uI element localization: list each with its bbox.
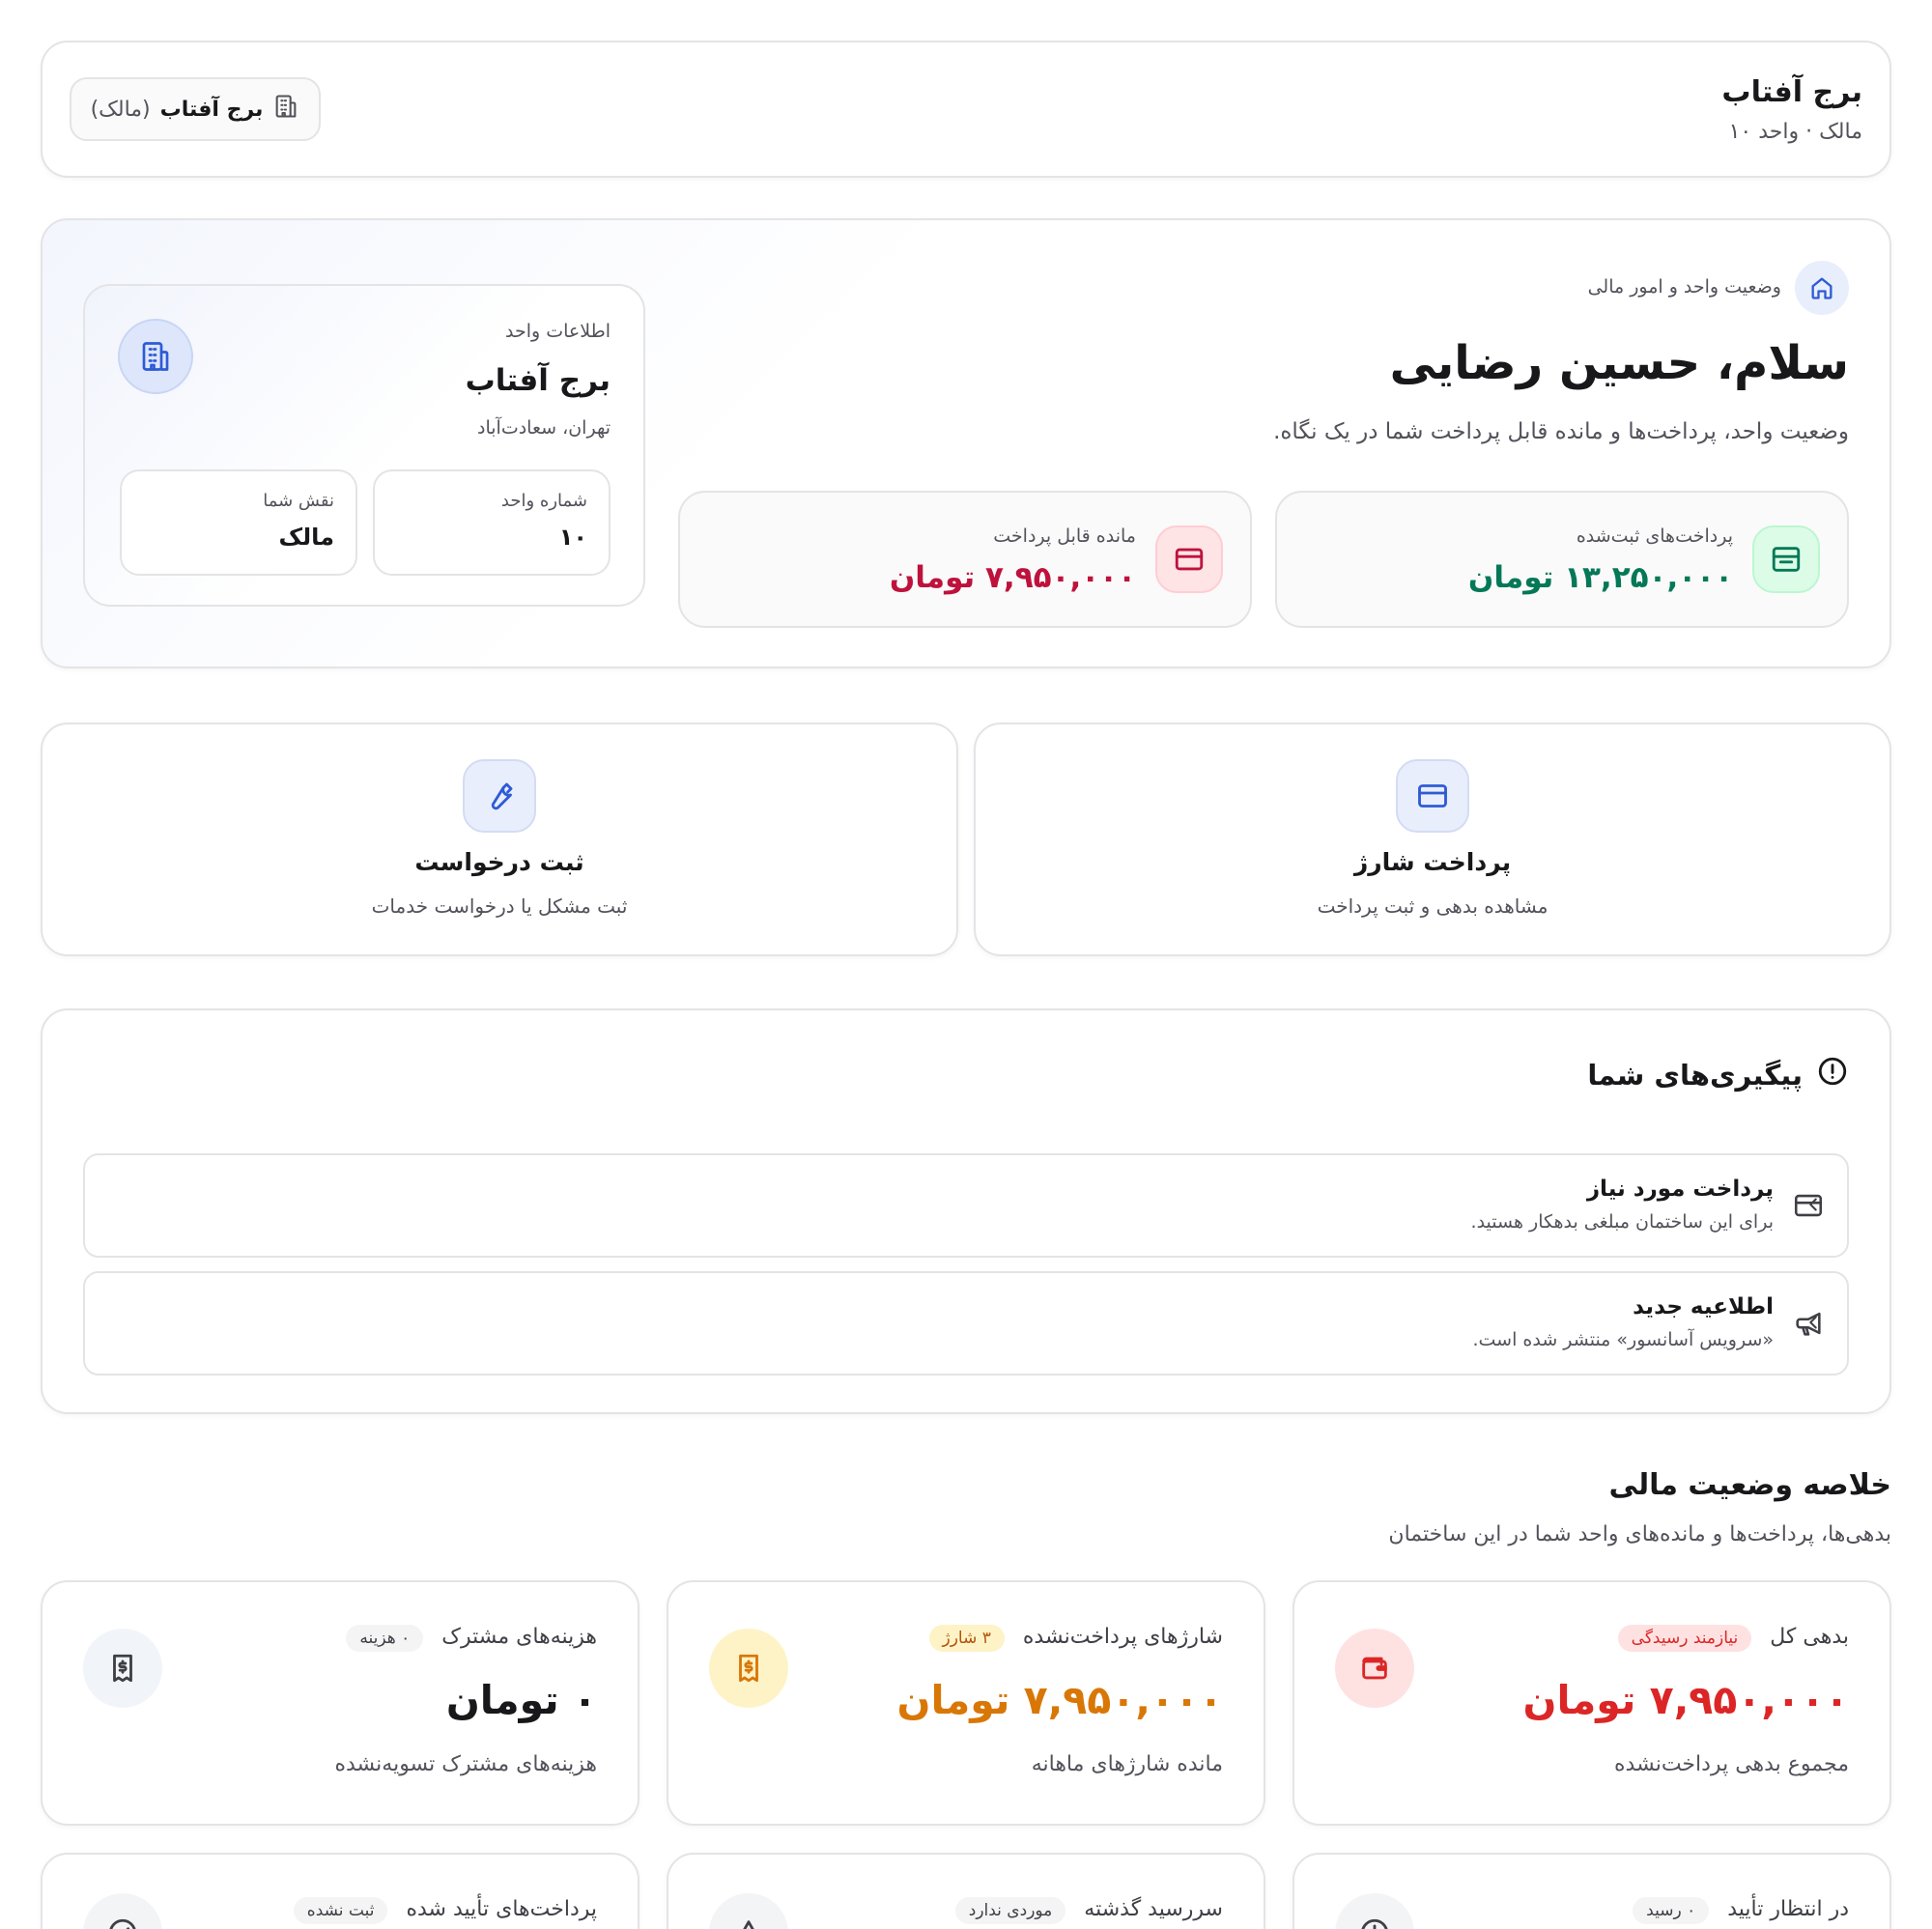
followups-section: [41, 1008, 1891, 1414]
hero-kicker: وضعیت واحد و امور مالی: [1587, 276, 1781, 298]
due-stat-card: [678, 491, 1252, 628]
building-subtitle: مالک · واحد ۱۰: [1728, 120, 1862, 144]
unit-location: تهران، سعادت‌آباد: [477, 417, 611, 439]
unit-info-card: [83, 284, 645, 607]
followup-item-notice[interactable]: [83, 1271, 1849, 1376]
pending-approval-label: [1633, 1897, 1849, 1924]
finance-subtitle: بدهی‌ها، پرداخت‌ها و مانده‌های واحد شما در این ساختمان: [1388, 1522, 1891, 1546]
paid-stat-label: پرداخت‌های ثبت‌شده: [1576, 525, 1733, 547]
common-expenses-label: [346, 1625, 597, 1652]
unpaid-charges-value: ۷,۹۵۰,۰۰۰ تومان: [896, 1677, 1223, 1723]
common-expenses-description: هزینه‌های مشترک تسویه‌نشده: [334, 1752, 597, 1776]
role-label: نقش شما: [263, 491, 334, 511]
approved-payments-card: [41, 1853, 639, 1929]
followups-heading: [1587, 1055, 1849, 1094]
approved-payments-label-text: پرداخت‌های تأیید شده: [406, 1897, 597, 1921]
paid-stat-value: ۱۳,۲۵۰,۰۰۰ تومان: [1467, 560, 1733, 595]
submit-request-description: ثبت مشکل یا درخواست خدمات: [371, 894, 628, 918]
unit-number-box: [373, 469, 611, 576]
credit-card-icon: [1155, 525, 1223, 593]
followup-item-payment[interactable]: [83, 1153, 1849, 1258]
pay-charge-button[interactable]: [974, 723, 1891, 956]
approved-payments-label: [294, 1897, 597, 1924]
submit-request-title: ثبت درخواست: [414, 848, 584, 876]
followup-description: برای این ساختمان مبلغی بدهکار هستید.: [1470, 1211, 1774, 1233]
overdue-label-text: سررسید گذشته: [1084, 1897, 1223, 1921]
unpaid-charges-card: [667, 1580, 1265, 1826]
credit-card-icon: [1396, 759, 1469, 833]
hero-description: وضعیت واحد، پرداخت‌ها و مانده قابل پرداخت شما در یک نگاه.: [1273, 419, 1849, 444]
alert-triangle-icon: [709, 1893, 788, 1929]
building-title: برج آفتاب: [1721, 75, 1862, 109]
pending-approval-card: [1293, 1853, 1891, 1929]
unit-number-value: ۱۰: [558, 524, 587, 551]
building-switcher-button[interactable]: [70, 77, 321, 141]
chevron-left-icon: [1799, 1190, 1828, 1219]
receipt-icon: [709, 1629, 788, 1708]
pending-approval-label-text: در انتظار تأیید: [1727, 1897, 1849, 1921]
building-switcher-role: (مالک): [90, 97, 151, 122]
count-badge: ۰ رسید: [1633, 1897, 1709, 1924]
overdue-card: [667, 1853, 1265, 1929]
check-circle-icon: [83, 1893, 162, 1929]
role-box: [120, 469, 357, 576]
total-debt-label: [1618, 1625, 1849, 1652]
followup-title: پرداخت مورد نیاز: [1586, 1177, 1774, 1202]
common-expenses-card: [41, 1580, 639, 1826]
due-stat-value: ۷,۹۵۰,۰۰۰ تومان: [889, 560, 1136, 595]
total-debt-value: ۷,۹۵۰,۰۰۰ تومان: [1522, 1677, 1849, 1723]
receipt-icon: [83, 1629, 162, 1708]
followup-description: «سرویس آسانسور» منتشر شده است.: [1472, 1329, 1774, 1350]
unit-info-label: اطلاعات واحد: [505, 321, 611, 342]
status-badge: نیازمند رسیدگی: [1618, 1625, 1752, 1652]
followup-title: اطلاعیه جدید: [1633, 1294, 1774, 1319]
submit-request-button[interactable]: [41, 723, 958, 956]
unpaid-charges-label-text: شارژهای پرداخت‌نشده: [1022, 1625, 1223, 1649]
unit-building-name: برج آفتاب: [465, 363, 611, 398]
home-icon: [1795, 261, 1849, 315]
chevron-left-icon: [1799, 1308, 1828, 1337]
finance-title: خلاصه وضعیت مالی: [1608, 1468, 1891, 1502]
count-badge: ۳ شارژ: [929, 1625, 1005, 1652]
total-debt-card: [1293, 1580, 1891, 1826]
building-icon: [272, 93, 299, 126]
unpaid-charges-label: [929, 1625, 1224, 1652]
greeting-title: سلام، حسین رضایی: [1389, 336, 1849, 390]
alert-circle-icon: [1816, 1055, 1849, 1094]
pay-charge-description: مشاهده بدهی و ثبت پرداخت: [1317, 894, 1548, 918]
overdue-label: [955, 1897, 1223, 1924]
building-switcher-name: برج آفتاب: [159, 97, 264, 122]
count-badge: ۰ هزینه: [346, 1625, 423, 1652]
role-value: مالک: [278, 524, 334, 551]
status-badge: موردی ندارد: [955, 1897, 1066, 1924]
wallet-icon: [1335, 1629, 1414, 1708]
building-header: [41, 41, 1891, 178]
total-debt-description: مجموع بدهی پرداخت‌نشده: [1614, 1752, 1849, 1776]
common-expenses-label-text: هزینه‌های مشترک: [441, 1625, 597, 1649]
due-stat-label: مانده قابل پرداخت: [993, 525, 1136, 547]
inbox-icon: [1752, 525, 1820, 593]
pay-charge-title: پرداخت شارژ: [1353, 848, 1512, 876]
unit-number-label: شماره واحد: [500, 491, 587, 511]
followups-title: پیگیری‌های شما: [1587, 1058, 1803, 1092]
unpaid-charges-description: مانده شارژهای ماهانه: [1031, 1752, 1223, 1776]
status-badge: ثبت نشده: [294, 1897, 388, 1924]
building-icon: [118, 319, 193, 394]
clock-icon: [1335, 1893, 1414, 1929]
paid-stat-card: [1275, 491, 1849, 628]
total-debt-label-text: بدهی کل: [1770, 1625, 1849, 1649]
common-expenses-value: ۰ تومان: [445, 1677, 597, 1723]
hero-section: [41, 218, 1891, 668]
wrench-icon: [463, 759, 536, 833]
